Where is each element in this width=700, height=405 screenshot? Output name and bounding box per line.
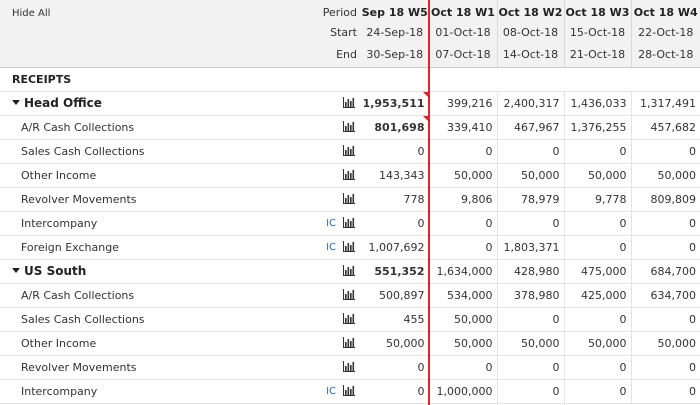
hide-all-button[interactable]: Hide All	[12, 8, 51, 19]
end-date: 30-Sep-18	[361, 43, 429, 67]
bar-chart-icon[interactable]	[343, 313, 355, 327]
row-label: Other Income	[21, 168, 97, 182]
value-cell[interactable]: 0	[564, 379, 631, 403]
value-cell[interactable]: 0	[564, 235, 631, 259]
bar-chart-icon[interactable]	[343, 121, 355, 135]
bar-chart-icon[interactable]	[343, 241, 355, 255]
value-cell[interactable]: 78,979	[497, 187, 564, 211]
value-cell[interactable]: 0	[361, 139, 429, 163]
bar-chart-icon[interactable]	[343, 193, 355, 207]
value-cell[interactable]: 801,698	[361, 115, 429, 139]
table-row	[0, 355, 700, 379]
start-date: 22-Oct-18	[631, 22, 700, 43]
row-label: Revolver Movements	[21, 192, 137, 206]
value-cell[interactable]: 475,000	[564, 259, 631, 283]
value-cell[interactable]: 0	[564, 307, 631, 331]
value-cell[interactable]: 551,352	[361, 259, 429, 283]
value-cell[interactable]: 0	[631, 211, 700, 235]
value-cell[interactable]: 428,980	[497, 259, 564, 283]
value-cell[interactable]: 0	[564, 211, 631, 235]
value-cell[interactable]: 378,980	[497, 283, 564, 307]
value-cell[interactable]: 0	[429, 355, 497, 379]
start-date: 01-Oct-18	[429, 22, 497, 43]
end-date: 14-Oct-18	[497, 43, 564, 67]
table-row	[0, 331, 700, 355]
value-cell[interactable]: 0	[631, 235, 700, 259]
period-header[interactable]: Oct 18 W2	[497, 0, 564, 22]
value-cell[interactable]: 0	[631, 379, 700, 403]
start-label: Start	[0, 22, 361, 43]
row-label: Revolver Movements	[21, 360, 137, 374]
value-cell[interactable]: 0	[631, 307, 700, 331]
value-cell[interactable]: 50,000	[429, 307, 497, 331]
table-row	[0, 307, 700, 331]
table-row	[0, 235, 700, 259]
value-cell[interactable]: 1,953,511	[361, 91, 429, 115]
row-label: Intercompany	[21, 216, 98, 230]
value-cell[interactable]: 500,897	[361, 283, 429, 307]
value-cell[interactable]: 0	[564, 139, 631, 163]
bar-chart-icon[interactable]	[343, 289, 355, 303]
table-row	[0, 163, 700, 187]
value-cell[interactable]: 425,000	[564, 283, 631, 307]
value-cell[interactable]: 0	[564, 355, 631, 379]
end-date: 28-Oct-18	[631, 43, 700, 67]
value-cell[interactable]: 0	[429, 139, 497, 163]
value-cell[interactable]: 1,436,033	[564, 91, 631, 115]
value-cell[interactable]: 0	[497, 379, 564, 403]
value-cell[interactable]: 634,700	[631, 283, 700, 307]
value-cell[interactable]: 50,000	[631, 163, 700, 187]
value-cell[interactable]: 0	[361, 355, 429, 379]
value-cell[interactable]: 0	[361, 379, 429, 403]
table-row	[0, 283, 700, 307]
section-title-receipts: RECEIPTS	[0, 67, 700, 91]
value-cell[interactable]: 1,376,255	[564, 115, 631, 139]
bar-chart-icon[interactable]	[343, 145, 355, 159]
bar-chart-icon[interactable]	[343, 97, 355, 111]
value-cell[interactable]: 684,700	[631, 259, 700, 283]
value-cell[interactable]: 778	[361, 187, 429, 211]
row-label: A/R Cash Collections	[21, 120, 135, 134]
intercompany-link[interactable]: IC	[326, 218, 336, 229]
value-cell[interactable]: 9,806	[429, 187, 497, 211]
value-cell[interactable]: 0	[497, 355, 564, 379]
value-cell[interactable]: 457,682	[631, 115, 700, 139]
group-row[interactable]	[0, 259, 700, 283]
value-cell[interactable]: 50,000	[361, 331, 429, 355]
value-cell[interactable]: 0	[631, 355, 700, 379]
value-cell[interactable]: 399,216	[429, 91, 497, 115]
value-cell[interactable]: 9,778	[564, 187, 631, 211]
value-cell[interactable]: 0	[631, 139, 700, 163]
row-label: Head Office	[24, 96, 102, 110]
value-cell[interactable]: 1,634,000	[429, 259, 497, 283]
current-period-divider	[428, 0, 430, 405]
table-row	[0, 187, 700, 211]
value-cell[interactable]: 0	[497, 139, 564, 163]
value-cell[interactable]: 1,000,000	[429, 379, 497, 403]
start-date: 08-Oct-18	[497, 22, 564, 43]
value-cell[interactable]: 50,000	[564, 331, 631, 355]
value-cell[interactable]: 467,967	[497, 115, 564, 139]
value-cell[interactable]: 50,000	[429, 331, 497, 355]
collapse-caret-icon[interactable]	[12, 100, 20, 105]
value-cell[interactable]: 2,400,317	[497, 91, 564, 115]
value-cell[interactable]: 534,000	[429, 283, 497, 307]
value-cell[interactable]: 0	[497, 307, 564, 331]
start-date: 24-Sep-18	[361, 22, 429, 43]
value-cell[interactable]: 50,000	[631, 331, 700, 355]
row-label: Sales Cash Collections	[21, 312, 145, 326]
period-label: Period	[0, 0, 361, 22]
start-date: 15-Oct-18	[564, 22, 631, 43]
value-cell[interactable]: 50,000	[497, 331, 564, 355]
group-row[interactable]	[0, 91, 700, 115]
intercompany-link[interactable]: IC	[326, 386, 336, 397]
bar-chart-icon[interactable]	[343, 265, 355, 279]
bar-chart-icon[interactable]	[343, 217, 355, 231]
bar-chart-icon[interactable]	[343, 169, 355, 183]
table-row	[0, 115, 700, 139]
value-cell[interactable]: 1,317,491	[631, 91, 700, 115]
value-cell[interactable]: 50,000	[429, 163, 497, 187]
value-cell[interactable]: 0	[361, 211, 429, 235]
period-header[interactable]: Oct 18 W4	[631, 0, 700, 22]
table-row	[0, 139, 700, 163]
row-label: Intercompany	[21, 384, 98, 398]
value-cell[interactable]: 0	[429, 235, 497, 259]
table-row	[0, 211, 700, 235]
value-cell[interactable]: 50,000	[497, 163, 564, 187]
row-label: Sales Cash Collections	[21, 144, 145, 158]
value-cell[interactable]: 455	[361, 307, 429, 331]
value-cell[interactable]: 1,007,692	[361, 235, 429, 259]
value-cell[interactable]: 0	[497, 211, 564, 235]
end-label: End	[0, 43, 361, 67]
bar-chart-icon[interactable]	[343, 361, 355, 375]
period-header[interactable]: Oct 18 W3	[564, 0, 631, 22]
value-cell[interactable]: 143,343	[361, 163, 429, 187]
collapse-caret-icon[interactable]	[12, 268, 20, 273]
bar-chart-icon[interactable]	[343, 337, 355, 351]
row-label: Other Income	[21, 336, 97, 350]
row-label: Foreign Exchange	[21, 240, 119, 254]
bar-chart-icon[interactable]	[343, 385, 355, 399]
row-label: US South	[24, 264, 87, 278]
value-cell[interactable]: 1,803,371	[497, 235, 564, 259]
row-label: A/R Cash Collections	[21, 288, 135, 302]
intercompany-link[interactable]: IC	[326, 242, 336, 253]
period-header[interactable]: Oct 18 W1	[429, 0, 497, 22]
period-header[interactable]: Sep 18 W5	[361, 0, 429, 22]
value-cell[interactable]: 809,809	[631, 187, 700, 211]
value-cell[interactable]: 0	[429, 211, 497, 235]
value-cell[interactable]: 339,410	[429, 115, 497, 139]
table-row	[0, 379, 700, 403]
end-date: 21-Oct-18	[564, 43, 631, 67]
value-cell[interactable]: 50,000	[564, 163, 631, 187]
end-date: 07-Oct-18	[429, 43, 497, 67]
